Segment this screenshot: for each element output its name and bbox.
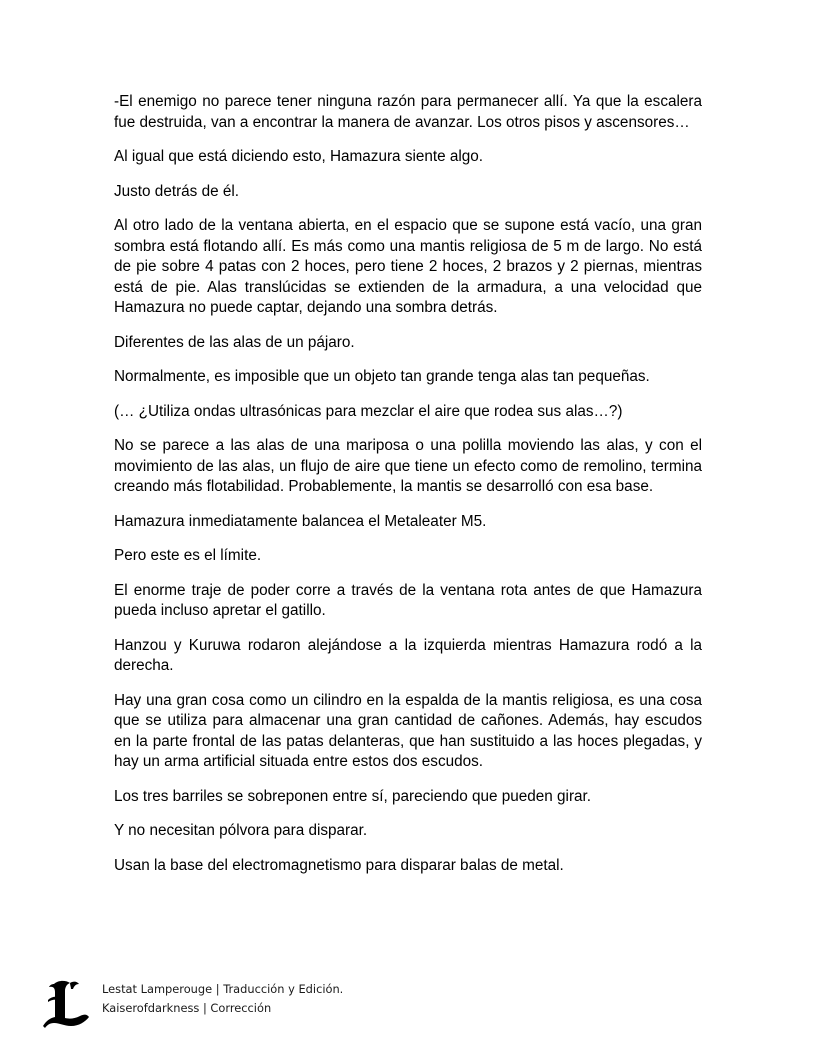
page-footer — [40, 978, 560, 1032]
paragraph-10: Pero este es el límite. — [114, 547, 262, 564]
page-body — [114, 92, 702, 890]
paragraph-9: Hamazura inmediatamente balancea el Metaleater M5. — [114, 512, 487, 530]
gothic-letter-l-logo-icon — [40, 978, 96, 1032]
paragraph-12: Hanzou y Kuruwa rodaron alejándose a la izquierda mientras Hamazura rodó a la derecha. — [114, 636, 702, 674]
paragraph-15: Y no necesitan pólvora para disparar. — [114, 822, 368, 839]
credit-translation: Lestat Lamperouge | Traducción y Edición. — [102, 982, 344, 996]
paragraph-3: Justo detrás de él. — [114, 182, 239, 200]
paragraph-7: (… ¿Utiliza ondas ultrasónicas para mezclar el aire que rodea sus alas…?) — [114, 402, 623, 420]
paragraph-2: Al igual que está diciendo esto, Hamazura siente algo. — [114, 148, 484, 165]
paragraph-4: Al otro lado de la ventana abierta, en el espacio que se supone está vacío, una gran sombra está flotando allí. Es más como una mantis religiosa de 5 m de largo. No está de pie sobre 4 patas con 2 hoces, pero tiene 2 hoces, 2 brazos y 2 piernas, mientras está de pie. Alas translúcidas se extienden de la armadura, a una velocidad que Hamazura no puede captar, dejando una sombra detrás. — [114, 217, 702, 316]
credit-correction: Kaiserofdarkness | Corrección — [102, 1001, 272, 1015]
paragraph-8: No se parece a las alas de una mariposa o una polilla moviendo las alas, y con el movimiento de las alas, un flujo de aire que tiene un efecto como de remolino, termina creando más flotabilidad. Probablemente, la mantis se desarrolló con esa base. — [114, 437, 702, 495]
paragraph-13: Hay una gran cosa como un cilindro en la espalda de la mantis religiosa, es una cosa que se utiliza para almacenar una gran cantidad de cañones. Además, hay escudos en la parte frontal de las patas delanteras, que han sustituido a las hoces plegadas, y hay un arma artificial situada entre estos dos escudos. — [114, 691, 702, 770]
paragraph-14: Los tres barriles se sobreponen entre sí, pareciendo que pueden girar. — [114, 787, 592, 805]
credits — [102, 980, 343, 1018]
paragraph-1: -El enemigo no parece tener ninguna razón para permanecer allí. Ya que la escalera fue destruida, van a encontrar la manera de avanzar. Los otros pisos y ascensores… — [114, 93, 702, 131]
paragraph-5: Diferentes de las alas de un pájaro. — [114, 333, 355, 351]
paragraph-6: Normalmente, es imposible que un objeto tan grande tenga alas tan pequeñas. — [114, 368, 650, 385]
paragraph-11: El enorme traje de poder corre a través de la ventana rota antes de que Hamazura pueda incluso apretar el gatillo. — [114, 581, 702, 619]
paragraph-16: Usan la base del electromagnetismo para disparar balas de metal. — [114, 856, 564, 874]
